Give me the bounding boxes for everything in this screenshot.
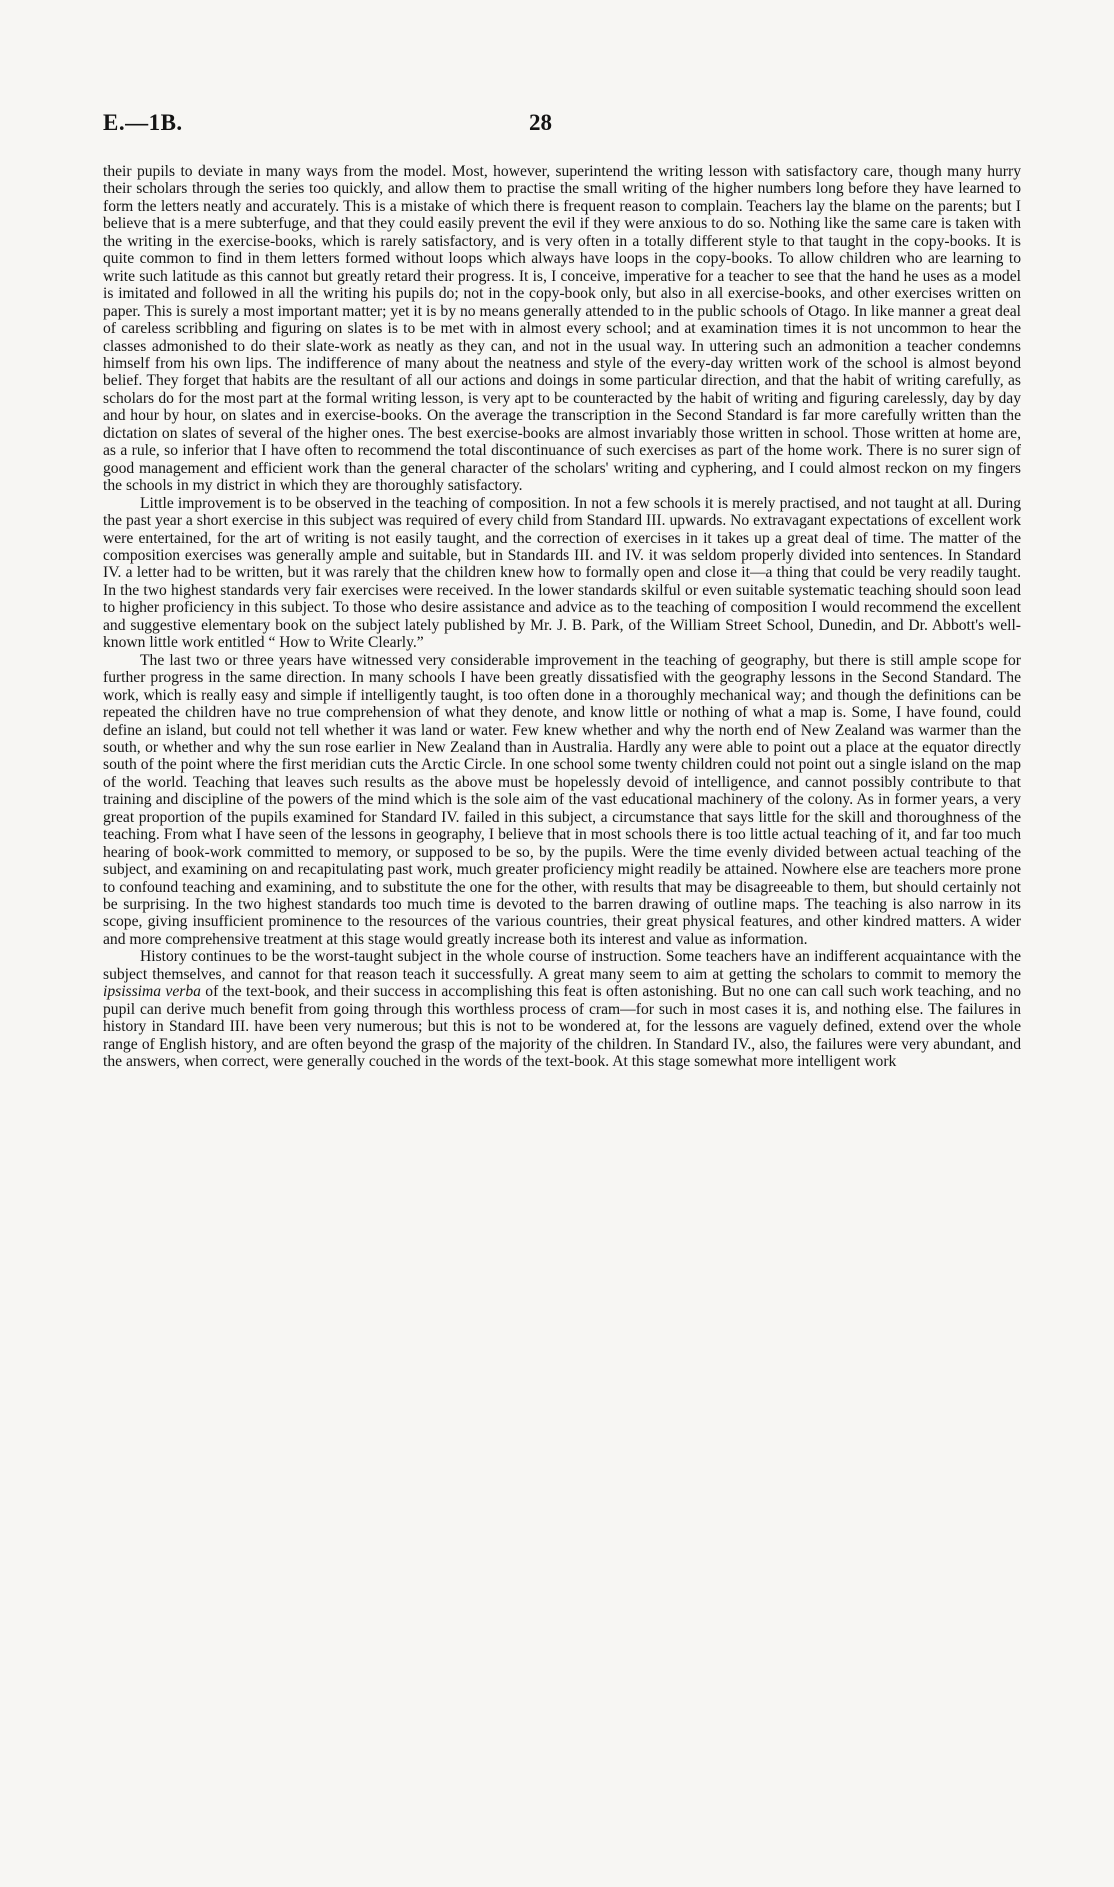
paragraph-history <box>103 948 1021 1070</box>
page-header <box>103 110 1021 144</box>
page-number: 28 <box>529 110 552 135</box>
paragraph-writing <box>103 163 1021 495</box>
paragraph-text: of the text-book, and their success in accomplishing this feat is often astonishing. But no one can call such work teaching, and no pupil can derive much benefit from going through this worthless process of cram—for such in most cases it is, and nothing else. The failures in history in Standard III. have been very numerous; but this is not to be wondered at, for the lessons are vaguely defined, extend over the whole range of English history, and are often beyond the grasp of the majority of the children. In Standard IV., also, the failures were very abundant, and the answers, when correct, were generally couched in the words of the text-book. At this stage somewhat more intelligent work <box>103 983 1021 1071</box>
paragraph-text: History continues to be the worst-taught subject in the whole course of instruction. Some teachers have an indifferent acquaintance with the subject themselves, and cannot for that reason teach it successfully. A great many seem to aim at getting the scholars to commit to memory the <box>103 948 1021 983</box>
paragraph-text: The last two or three years have witnessed very considerable improvement in the teaching of geography, but there is still ample scope for further progress in the same direction. In many schools I have been greatly dissatisfied with the geography lessons in the Second Standard. The work, which is really easy and simple if intelligently taught, is too often done in a thoroughly mechanical way; and though the definitions can be repeated the children have no true comprehension of what they denote, and know little or nothing of what a map is. Some, I have found, could define an island, but could not tell whether it was land or water. Few knew whether and why the north end of New Zealand was warmer than the south, or whether and why the sun rose earlier in New Zealand than in Australia. Hardly any were able to point out a place at the equator directly south of the point where the first meridian cuts the Arctic Circle. In one school some twenty children could not point out a single island on the map of the world. Teaching that leaves such results as the above must be hopelessly devoid of intelligence, and cannot possibly contribute to that training and discipline of the powers of the mind which is the sole aim of the vast educational machinery of the colony. As in former years, a very great proportion of the pupils examined for Standard IV. failed in this subject, a circumstance that says little for the skill and thoroughness of the teaching. From what I have seen of the lessons in geography, I believe that in most schools there is too little actual teaching of it, and far too much hearing of book-work committed to memory, or supposed to be so, by the pupils. Were the time evenly divided between actual teaching of the subject, and examining on and recapitulating past work, much greater proficiency might readily be attained. Nowhere else are teachers more prone to confound teaching and examining, and to substitute the one for the other, with results that may be disagreeable to them, but should certainly not be surprising. In the two highest standards too much time is devoted to the barren drawing of outline maps. The teaching is also narrow in its scope, giving insufficient prominence to the resources of the various countries, their great physical features, and other kindred matters. A wider and more comprehensive treatment at this stage would greatly increase both its interest and value as information. <box>103 651 1021 948</box>
paragraph-composition <box>103 495 1021 652</box>
paragraph-text: Little improvement is to be observed in the teaching of composition. In not a few schools it is merely practised, and not taught at all. During the past year a short exercise in this subject was required of every child from Standard III. upwards. No extravagant expectations of excellent work were entertained, for the art of writing is not easily taught, and the correction of exercises in it takes up a great deal of time. The matter of the composition exercises was generally ample and suitable, but in Standards III. and IV. it was seldom properly divided into sentences. In Standard IV. a letter had to be written, but it was rarely that the children knew how to formally open and close it—a thing that could be very readily taught. In the two highest standards very fair exercises were received. In the lower standards skilful or even suitable systematic teaching should soon lead to higher proficiency in this subject. To those who desire assistance and advice as to the teaching of composition I would recommend the excellent and suggestive elementary book on the subject lately published by Mr. J. B. Park, of the William Street School, Dunedin, and Dr. Abbott's well-known little work entitled “ How to Write Clearly.” <box>103 494 1021 652</box>
latin-phrase: ipsissima verba <box>103 983 201 1001</box>
paragraph-geography <box>103 652 1021 949</box>
body-text <box>103 163 1021 1071</box>
document-reference: E.—1B. <box>103 110 183 135</box>
paragraph-text: their pupils to deviate in many ways from the model. Most, however, superintend the writing lesson with satisfactory care, though many hurry their scholars through the series too quickly, and allow them to practise the small writing of the higher numbers long before they have learned to form the letters neatly and accurately. This is a mistake of which there is frequent reason to complain. Teachers lay the blame on the parents; but I believe that is a mere subterfuge, and that they could easily prevent the evil if they were anxious to do so. Nothing like the same care is taken with the writing in the exercise-books, which is rarely satisfactory, and is very often in a totally different style to that taught in the copy-books. It is quite common to find in them letters formed without loops which always have loops in the copy-books. To allow children who are learning to write such latitude as this cannot but greatly retard their progress. It is, I conceive, imperative for a teacher to see that the hand he uses as a model is imitated and followed in all the writing his pupils do; not in the copy-book only, but also in all exercise-books, and other exercises written on paper. This is surely a most important matter; yet it is by no means generally attended to in the public schools of Otago. In like manner a great deal of careless scribbling and figuring on slates is to be met with in almost every school; and at examination times it is not uncommon to hear the classes admonished to do their slate-work as neatly as they can, and not in the usual way. In uttering such an admonition a teacher condemns himself from his own lips. The indifference of many about the neatness and style of the every-day written work of the school is almost beyond belief. They forget that habits are the resultant of all our actions and doings in some particular direction, and that the habit of writing carefully, as scholars do for the most part at the formal writing lesson, is very apt to be counteracted by the habit of writing and figuring carelessly, day by day and hour by hour, on slates and in exercise-books. On the average the transcription in the Second Standard is far more carefully written than the dictation on slates of several of the higher ones. The best exercise-books are almost invariably those written in school. Those written at home are, as a rule, so inferior that I have often to recommend the total discontinuance of such exercises as part of the home work. There is no surer sign of good management and efficient work than the general character of the scholars' writing and cyphering, and I could almost reckon on my fingers the schools in my district in which they are thoroughly satisfactory. <box>103 163 1021 495</box>
